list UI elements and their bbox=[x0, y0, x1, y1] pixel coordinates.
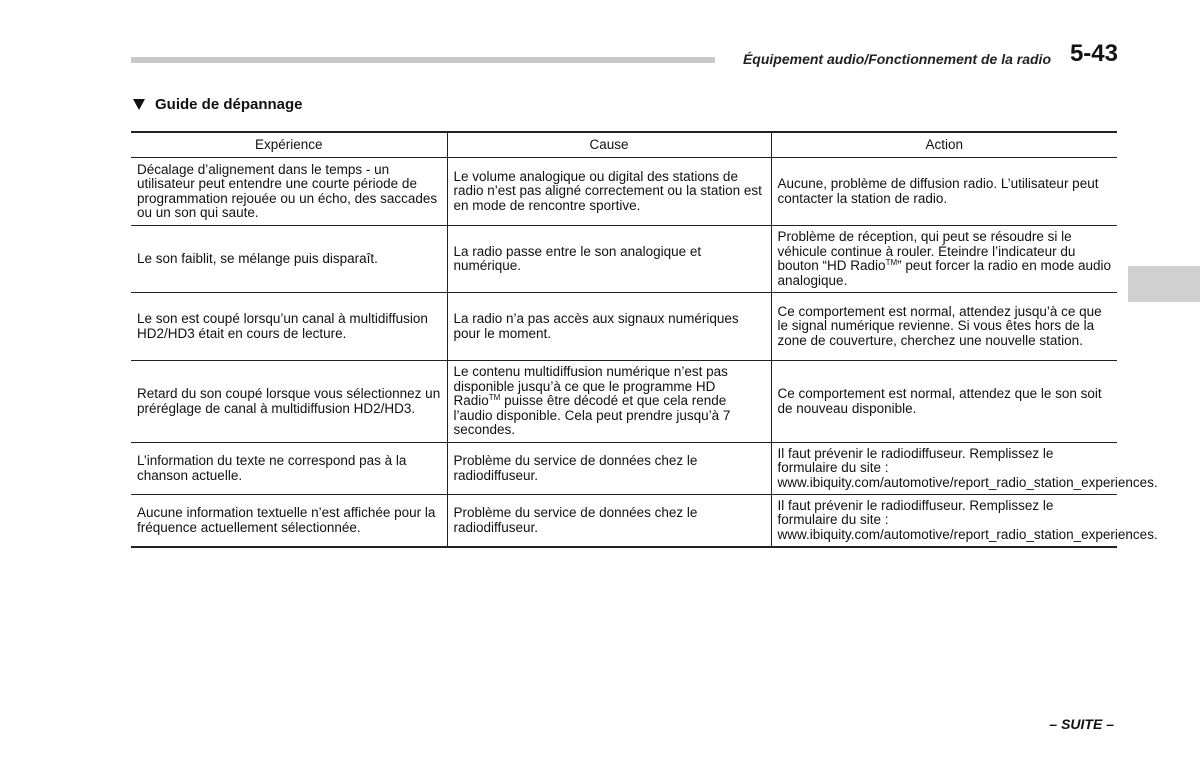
table-header-row bbox=[131, 132, 1117, 158]
cell-action: Aucune, problème de diffusion radio. L’utilisateur peut contacter la station de radio. bbox=[771, 158, 1117, 226]
cell-experience: L’information du texte ne correspond pas à la chanson actuelle. bbox=[131, 443, 447, 495]
triangle-down-icon bbox=[133, 99, 145, 110]
cell-action: Ce comportement est normal, attendez que le son soit de nouveau disponible. bbox=[771, 361, 1117, 443]
header-rule bbox=[131, 57, 715, 63]
cell-experience: Le son faiblit, se mélange puis disparaît. bbox=[131, 226, 447, 293]
trademark-superscript: TM bbox=[488, 393, 501, 403]
column-header-experience: Expérience bbox=[131, 132, 447, 158]
cell-experience: Retard du son coupé lorsque vous sélectionnez un préréglage de canal à multidiffusion HD2/HD3. bbox=[131, 361, 447, 443]
cell-cause: La radio passe entre le son analogique et numérique. bbox=[447, 226, 771, 293]
troubleshooting-table bbox=[131, 131, 1158, 548]
trademark-superscript: TM bbox=[885, 258, 898, 267]
header-section-title: Équipement audio/Fonctionnement de la radio bbox=[742, 51, 1051, 67]
cell-action: Il faut prévenir le radiodiffuseur. Remplissez le formulaire du site : www.ibiquity.com/automotive/report_radio_station_experiences. bbox=[771, 495, 1117, 548]
table-row bbox=[131, 443, 1117, 495]
cell-action bbox=[771, 226, 1117, 293]
cell-cause bbox=[447, 361, 771, 443]
cell-cause-text: Le contenu multidiffusion numérique n’est pas disponible jusqu’à ce que le programme HD Radio bbox=[453, 364, 728, 409]
column-header-action: Action bbox=[771, 132, 1117, 158]
section-heading bbox=[133, 96, 303, 113]
table-row bbox=[131, 361, 1117, 443]
cell-cause: Problème du service de données chez le radiodiffuseur. bbox=[447, 495, 771, 548]
column-header-cause: Cause bbox=[447, 132, 771, 158]
cell-cause: Problème du service de données chez le radiodiffuseur. bbox=[447, 443, 771, 495]
cell-action-text: ” peut forcer la radio en mode audio analogique. bbox=[777, 258, 1112, 288]
continued-indicator: – SUITE – bbox=[1049, 716, 1114, 732]
table-row bbox=[131, 495, 1117, 548]
cell-cause: Le volume analogique ou digital des stations de radio n’est pas aligné correctement ou la station est en mode de rencontre sportive. bbox=[447, 158, 771, 226]
table-row bbox=[131, 293, 1117, 361]
cell-experience: Aucune information textuelle n’est affichée pour la fréquence actuellement sélectionnée. bbox=[131, 495, 447, 548]
cell-experience: Le son est coupé lorsqu’un canal à multidiffusion HD2/HD3 était en cours de lecture. bbox=[131, 293, 447, 361]
cell-action: Il faut prévenir le radiodiffuseur. Remplissez le formulaire du site : www.ibiquity.com/automotive/report_radio_station_experiences. bbox=[771, 443, 1117, 495]
cell-action-text: Problème de réception, qui peut se résoudre si le véhicule continue à rouler. Éteindre l’indicateur du bouton “HD Radio bbox=[777, 229, 1076, 273]
table-row bbox=[131, 158, 1117, 226]
chapter-side-tab bbox=[1128, 266, 1200, 302]
page-number: 5-43 bbox=[1069, 40, 1118, 67]
section-heading-text: Guide de dépannage bbox=[155, 96, 303, 113]
table-row bbox=[131, 226, 1117, 293]
cell-experience: Décalage d’alignement dans le temps - un utilisateur peut entendre une courte période de programmation rejouée ou un écho, des saccades ou un son qui saute. bbox=[131, 158, 447, 226]
cell-cause: La radio n’a pas accès aux signaux numériques pour le moment. bbox=[447, 293, 771, 361]
cell-cause-text: puisse être décodé et que cela rende l’audio disponible. Cela peut prendre jusqu’à 7 secondes. bbox=[453, 393, 731, 438]
cell-action: Ce comportement est normal, attendez jusqu’à ce que le signal numérique revienne. Si vous êtes hors de la zone de couverture, cherchez une nouvelle station. bbox=[771, 293, 1117, 361]
